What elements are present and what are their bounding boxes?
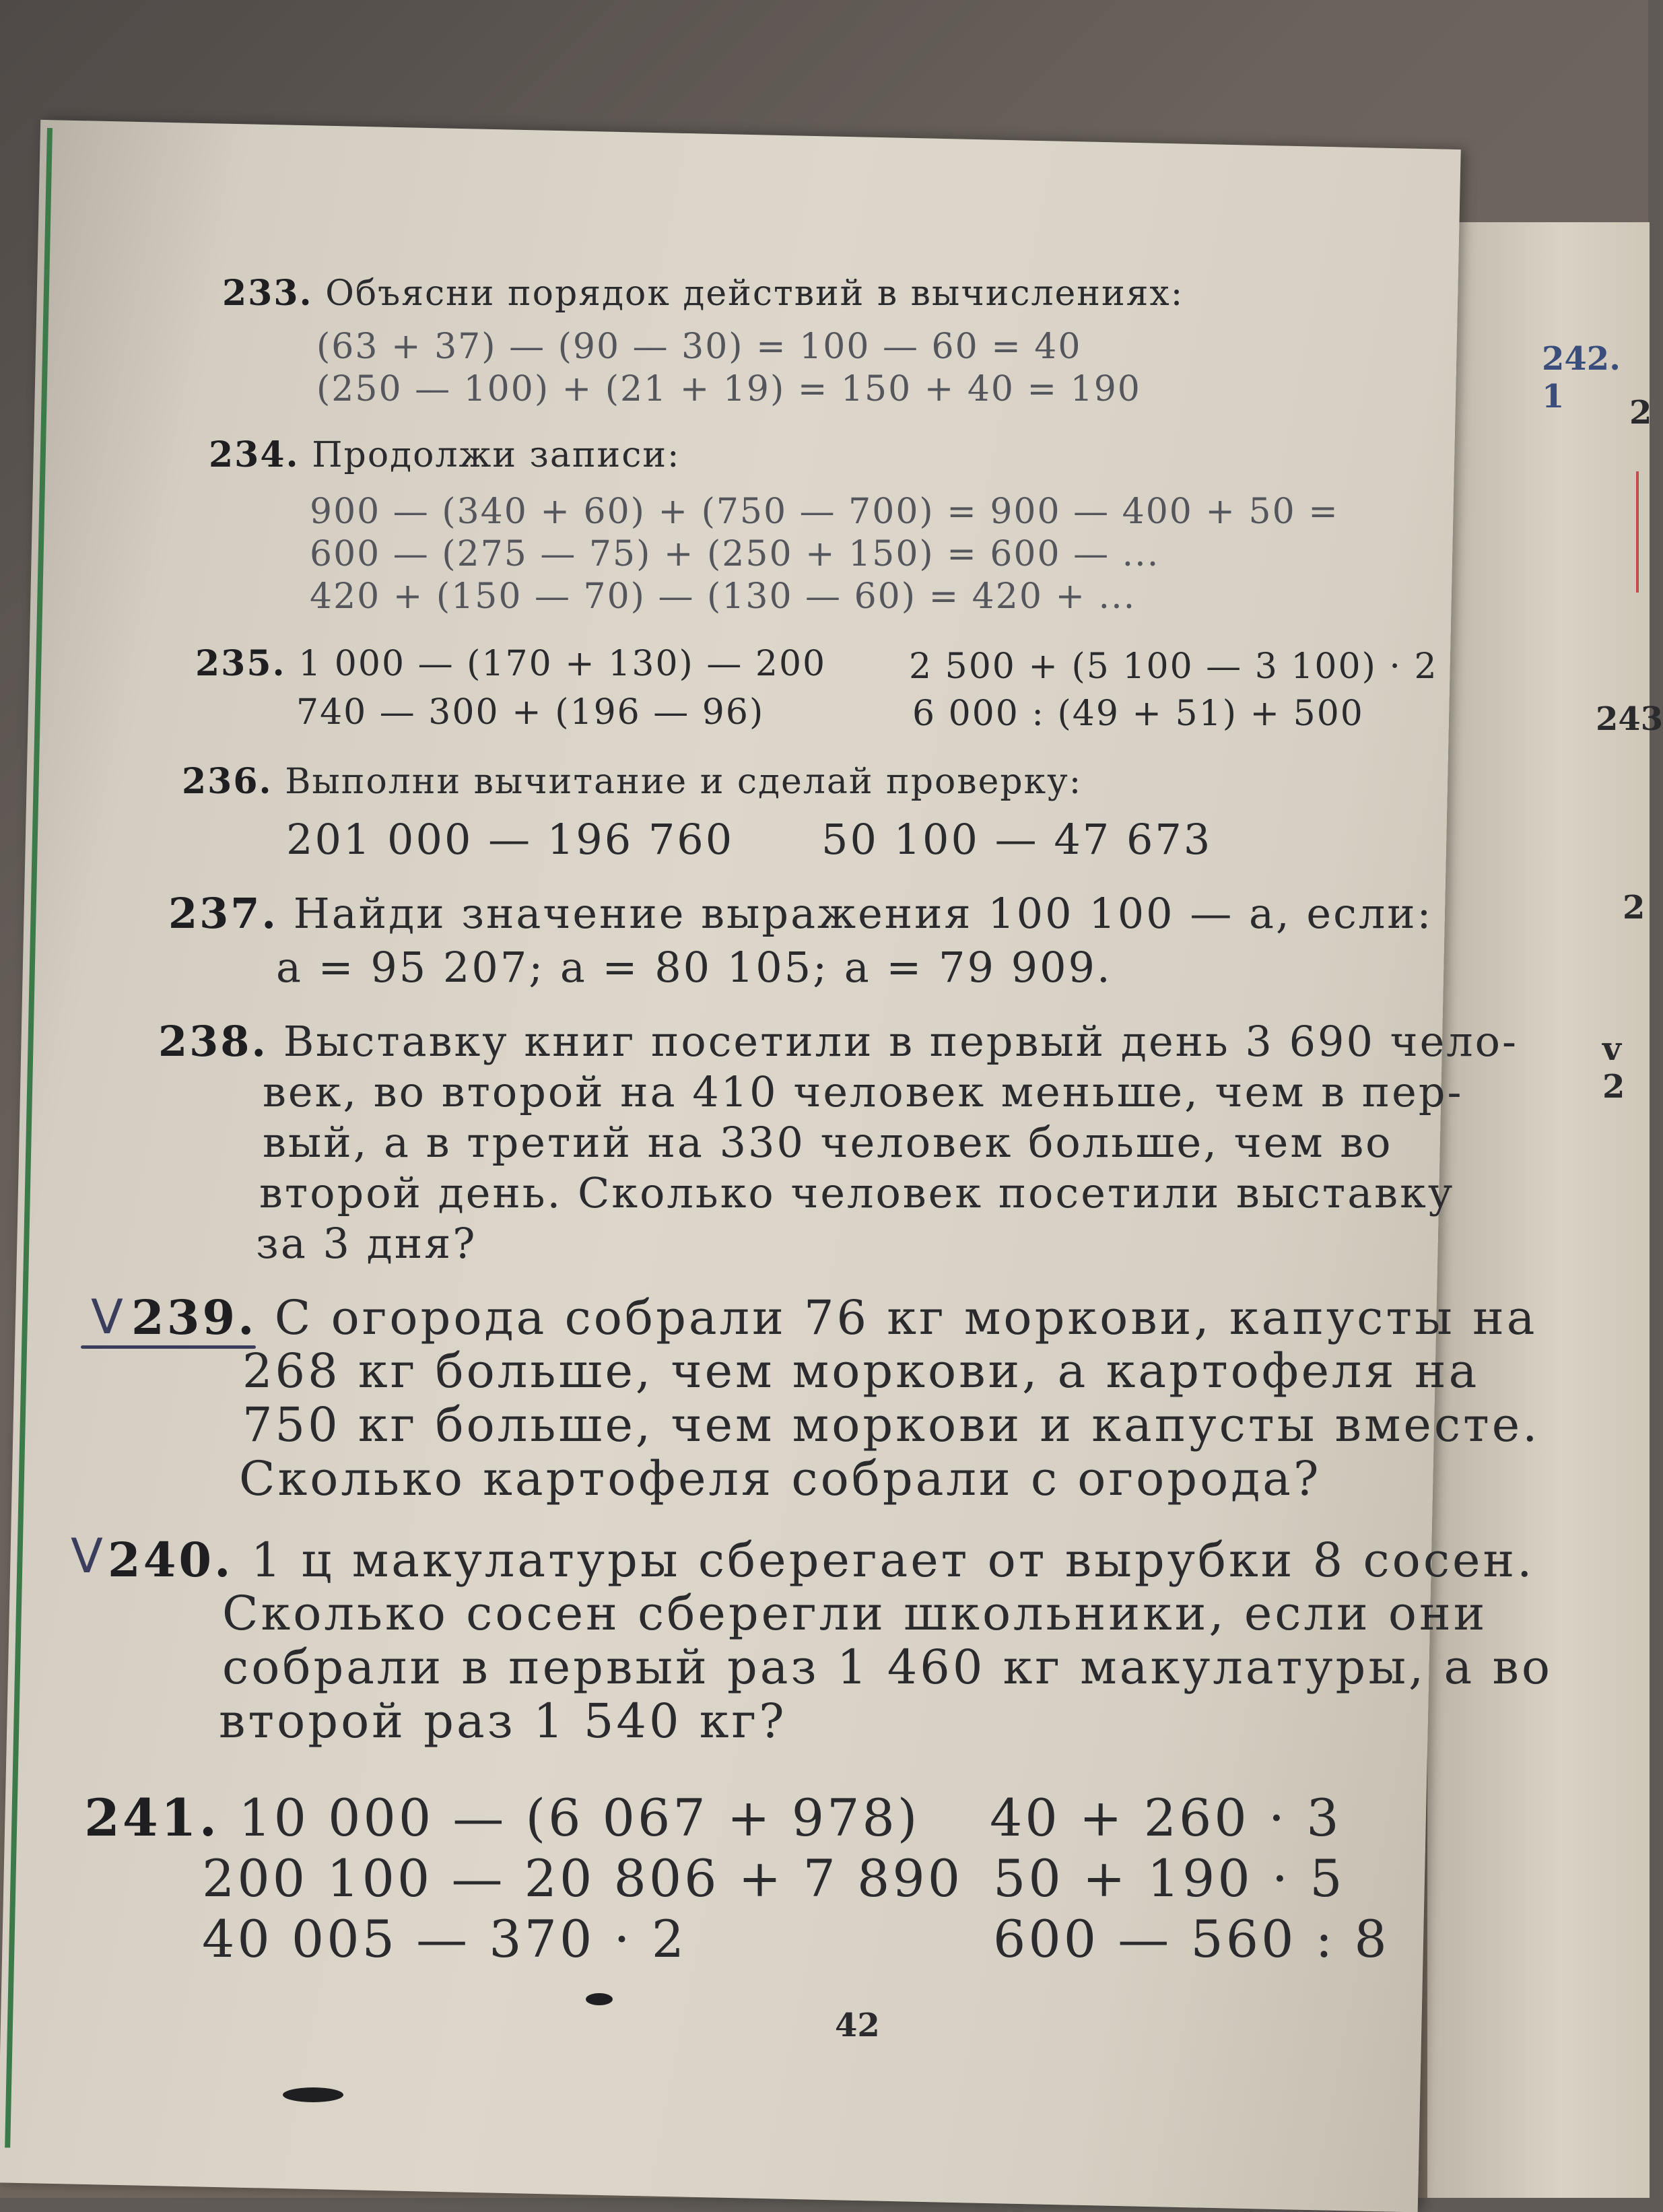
problem-text: a = 95 207; a = 80 105; a = 79 909. <box>276 943 1112 992</box>
right-page-fragment: 2 <box>1629 394 1652 432</box>
problem-text: второй раз 1 540 кг? <box>219 1694 787 1749</box>
problem-number: 238. <box>158 1017 269 1066</box>
expression: 40 + 260 · 3 <box>990 1788 1342 1848</box>
problem-241-line-1 <box>84 1788 920 1848</box>
problem-text: Найди значение выражения 100 100 — a, если: <box>293 889 1433 938</box>
problem-text: второй день. Сколько человек посетили выставку <box>259 1168 1455 1217</box>
expression: 50 + 190 · 5 <box>993 1848 1345 1908</box>
right-page-problem-243: 243 <box>1596 700 1663 738</box>
problem-239-line-1 <box>131 1289 1537 1345</box>
problem-text: 750 кг больше, чем моркови и капусты вместе. <box>242 1397 1540 1452</box>
problem-text: за 3 дня? <box>256 1219 477 1268</box>
problem-234-heading <box>209 434 681 475</box>
expression: 1 000 — (170 + 130) — 200 <box>298 644 827 684</box>
problem-text: век, во второй на 410 человек меньше, чем в пер- <box>263 1067 1464 1116</box>
problem-number: 235. <box>195 643 286 684</box>
right-page-fragment: 2 <box>1623 889 1645 927</box>
pencil-checkmark: V <box>91 1289 123 1345</box>
problem-text: 1 ц макулатуры сберегает от вырубки 8 сосен. <box>250 1533 1535 1588</box>
problem-text: 268 кг больше, чем моркови, а картофеля на <box>242 1343 1480 1399</box>
problem-text: Выполни вычитание и сделай проверку: <box>285 762 1083 802</box>
expression: 2 500 + (5 100 — 3 100) · 2 <box>909 646 1438 687</box>
expression: 10 000 — (6 067 + 978) <box>238 1788 920 1848</box>
problem-text: Продолжи записи: <box>312 435 681 475</box>
problem-text: собрали в первый раз 1 460 кг макулатуры, а во <box>222 1640 1553 1695</box>
problem-236-heading <box>182 761 1082 802</box>
problem-number: 233. <box>222 273 313 314</box>
problem-number: 240. <box>108 1532 234 1588</box>
expression: 740 — 300 + (196 — 96) <box>296 692 765 733</box>
ink-mark <box>586 1993 613 2005</box>
expression-line: 420 + (150 — 70) — (130 — 60) = 420 + ... <box>310 576 1136 617</box>
problem-240-line-1 <box>108 1532 1534 1588</box>
expression: 201 000 — 196 760 <box>286 815 735 864</box>
expression: 200 100 — 20 806 + 7 890 <box>202 1848 963 1908</box>
pencil-checkmark: V <box>71 1529 103 1584</box>
problem-235-line-1 <box>195 643 826 684</box>
problem-number: 239. <box>131 1289 257 1345</box>
problem-text: Сколько картофеля собрали с огорода? <box>239 1451 1322 1506</box>
problem-number: 236. <box>182 761 273 802</box>
problem-text: Объясни порядок действий в вычислениях: <box>325 273 1184 314</box>
right-page-fragment: v 2 <box>1602 1030 1625 1106</box>
expression: 40 005 — 370 · 2 <box>202 1909 687 1969</box>
expression-line: 600 — (275 — 75) + (250 + 150) = 600 — ... <box>310 534 1160 574</box>
expression-line: (63 + 37) — (90 — 30) = 100 — 60 = 40 <box>316 327 1082 367</box>
expression-line: (250 — 100) + (21 + 19) = 150 + 40 = 190 <box>316 369 1141 409</box>
problem-number: 234. <box>209 434 300 475</box>
expression: 50 100 — 47 673 <box>821 815 1213 864</box>
ink-mark <box>283 2087 343 2102</box>
expression: 600 — 560 : 8 <box>993 1909 1390 1969</box>
problem-number: 237. <box>168 889 279 938</box>
expression-line: 900 — (340 + 60) + (750 — 700) = 900 — 400 + 50 = <box>310 492 1339 532</box>
problem-238-line-1 <box>158 1017 1518 1066</box>
problem-233-heading <box>222 273 1184 314</box>
pencil-underline <box>81 1345 256 1349</box>
problem-text: вый, а в третий на 330 человек больше, чем во <box>263 1118 1393 1167</box>
problem-text: Выставку книг посетили в первый день 3 690 чело- <box>283 1017 1518 1066</box>
problem-text: Сколько сосен сберегли школьники, если они <box>222 1586 1488 1641</box>
page-number: 42 <box>835 2007 880 2044</box>
right-page-problem-242: 242. 1 <box>1542 340 1621 415</box>
problem-237-heading <box>168 889 1433 938</box>
problem-text: С огорода собрали 76 кг моркови, капусты на <box>274 1290 1538 1345</box>
expression: 6 000 : (49 + 51) + 500 <box>912 694 1364 734</box>
problem-number: 241. <box>84 1788 220 1848</box>
